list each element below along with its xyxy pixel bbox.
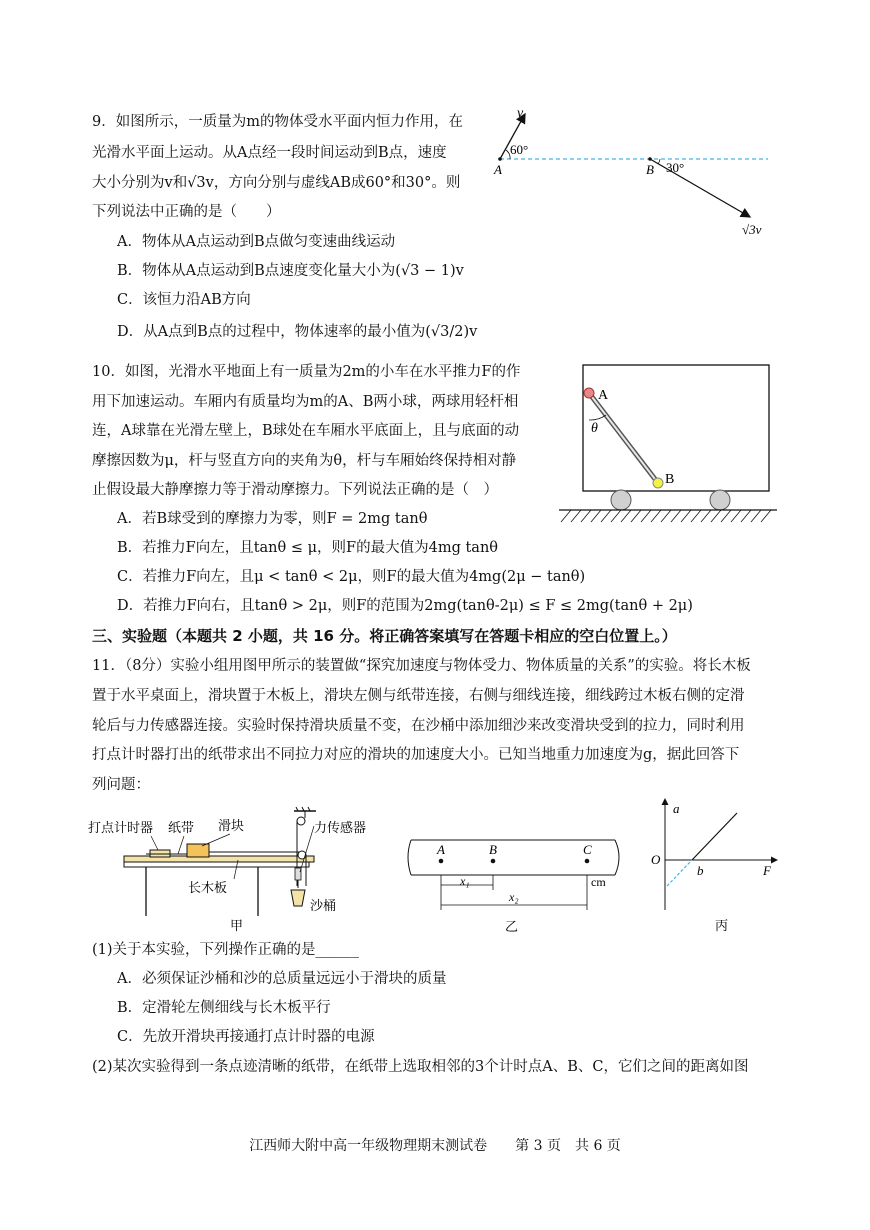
ball-b [653, 478, 663, 488]
label-point-a: A [494, 162, 502, 177]
q9-option-a: A．物体从A点运动到B点做匀变速曲线运动 [117, 234, 396, 250]
q11-line-3: 轮后与力传感器连接。实验时保持滑块质量不变，在沙桶中添加细沙来改变滑块受到的拉力，同时利用 [92, 718, 745, 734]
label-timer: 打点计时器 [88, 820, 154, 835]
label-board: 长木板 [188, 880, 228, 895]
q11-sub2: (2)某次实验得到一条点迹清晰的纸带，在纸带上选取相邻的3个计时点A、B、C，它们之间的距离如图 [92, 1059, 749, 1075]
velocity-root3v-arrow [650, 159, 750, 217]
label-bucket: 沙桶 [310, 898, 337, 913]
figure-jia [88, 806, 388, 936]
figure-bing [645, 795, 785, 935]
q10-option-d: D．若推力F向右，且tanθ > 2μ，则F的范围为2mg(tanθ-2μ) ≤ F ≤ 2mg(tanθ + 2μ) [117, 598, 693, 614]
sand-bucket [291, 890, 305, 906]
slider-block [187, 844, 209, 857]
label-c: C [583, 842, 592, 857]
dot-c [585, 859, 590, 864]
label-b: b [697, 863, 704, 878]
label-block: 滑块 [218, 818, 245, 833]
q11-line-5: 列问题： [92, 777, 150, 793]
caption-bing: 丙 [715, 918, 729, 933]
ball-a [584, 388, 594, 398]
force-sensor [295, 868, 301, 880]
q10-line-1: 10．如图，光滑水平地面上有一质量为2m的小车在水平推力F的作 [92, 364, 521, 380]
car-body [583, 365, 769, 491]
wheel-right [710, 490, 730, 510]
q11-sub1-option-c: C．先放开滑块再接通打点计时器的电源 [117, 1029, 375, 1045]
graph-line [692, 813, 737, 860]
label-origin: O [651, 852, 661, 867]
label-x2: x₂ [509, 890, 519, 904]
graph-extension [667, 860, 692, 886]
q11-sub1-option-a: A．必须保证沙桶和沙的总质量远远小于滑块的质量 [117, 971, 447, 987]
q10-line-5: 止假设最大静摩擦力等于滑动摩擦力。下列说法正确的是（ ） [92, 482, 498, 498]
dot-b [491, 859, 496, 864]
label-theta: θ [591, 421, 598, 436]
ground-hatching [561, 510, 771, 522]
q11-sub1: (1)关于本实验，下列操作正确的是______ [92, 942, 360, 958]
label-point-b: B [646, 162, 654, 177]
table-top [124, 862, 309, 867]
label-a: A [437, 842, 445, 857]
label-root3v: √3v [742, 222, 762, 237]
q11-line-4: 打点计时器打出的纸带求出不同拉力对应的滑块的加速度大小。已知当地重力加速度为g，据此回答下 [92, 747, 740, 763]
q9-option-c: C．该恒力沿AB方向 [117, 292, 251, 308]
label-angle-30: 30° [666, 160, 685, 175]
label-angle-60: 60° [510, 142, 529, 157]
q9-line-2: 光滑水平面上运动。从A点经一段时间运动到B点，速度 [92, 145, 447, 161]
q10-option-a: A．若B球受到的摩擦力为零，则F = 2mg tanθ [117, 511, 428, 527]
q9-option-b: B．物体从A点运动到B点速度变化量大小为(√3 − 1)v [117, 263, 464, 279]
section-3-title: 三、实验题（本题共 2 小题，共 16 分。将正确答案填写在答题卡相应的空白位置上。） [92, 627, 677, 645]
q10-option-c: C．若推力F向左，且μ < tanθ < 2μ，则F的最大值为4mg(2μ − tanθ) [117, 569, 586, 585]
dot-a [439, 859, 444, 864]
q11-sub1-option-b: B．定滑轮左侧细线与长木板平行 [117, 1000, 331, 1016]
label-unit: cm [591, 875, 606, 889]
q10-line-3: 连，A球靠在光滑左壁上，B球处在车厢水平底面上，且与底面的动 [92, 423, 520, 439]
q10-option-b: B．若推力F向左，且tanθ ≤ μ，则F的最大值为4mg tanθ [117, 540, 499, 556]
pulley [298, 851, 306, 859]
q9-line-4: 下列说法中正确的是（ ） [92, 204, 281, 220]
label-v: v [517, 106, 524, 121]
label-b: B [489, 842, 497, 857]
q11-line-1: 11．（8分）实验小组用图甲所示的装置做“探究加速度与物体受力、物体质量的关系”的实验。将长木板 [92, 658, 751, 674]
q9-line-3: 大小分别为v和√3v，方向分别与虚线AB成60°和30°。则 [92, 175, 461, 191]
label-sensor: 力传感器 [314, 820, 367, 835]
wheel-left [611, 490, 631, 510]
figure-yi [405, 830, 630, 935]
caption-jia: 甲 [230, 918, 244, 933]
label-axis-a: a [673, 801, 680, 816]
label-x1: x₁ [460, 874, 470, 888]
q10-line-4: 摩擦因数为μ，杆与竖直方向的夹角为θ，杆与车厢始终保持相对静 [92, 453, 517, 469]
q10-figure [555, 360, 785, 530]
page-footer: 江西师大附中高一年级物理期末测试卷 第 3 页 共 6 页 [249, 1138, 621, 1154]
q9-figure [488, 100, 778, 245]
q10-line-2: 用下加速运动。车厢内有质量均为m的A、B两小球，两球用轻杆相 [92, 394, 519, 410]
label-ball-b: B [665, 472, 675, 487]
caption-yi: 乙 [505, 919, 519, 934]
q9-option-d: D．从A点到B点的过程中，物体速率的最小值为(√3/2)v [117, 324, 478, 340]
q9-line-1: 9．如图所示，一质量为m的物体受水平面内恒力作用，在 [92, 114, 463, 130]
label-tape: 纸带 [168, 820, 195, 835]
label-ball-a: A [598, 388, 609, 403]
q11-line-2: 置于水平桌面上，滑块置于木板上，滑块左侧与纸带连接，右侧与细线连接，细线跨过木板右侧的定滑 [92, 688, 745, 704]
label-axis-f: F [763, 863, 771, 878]
